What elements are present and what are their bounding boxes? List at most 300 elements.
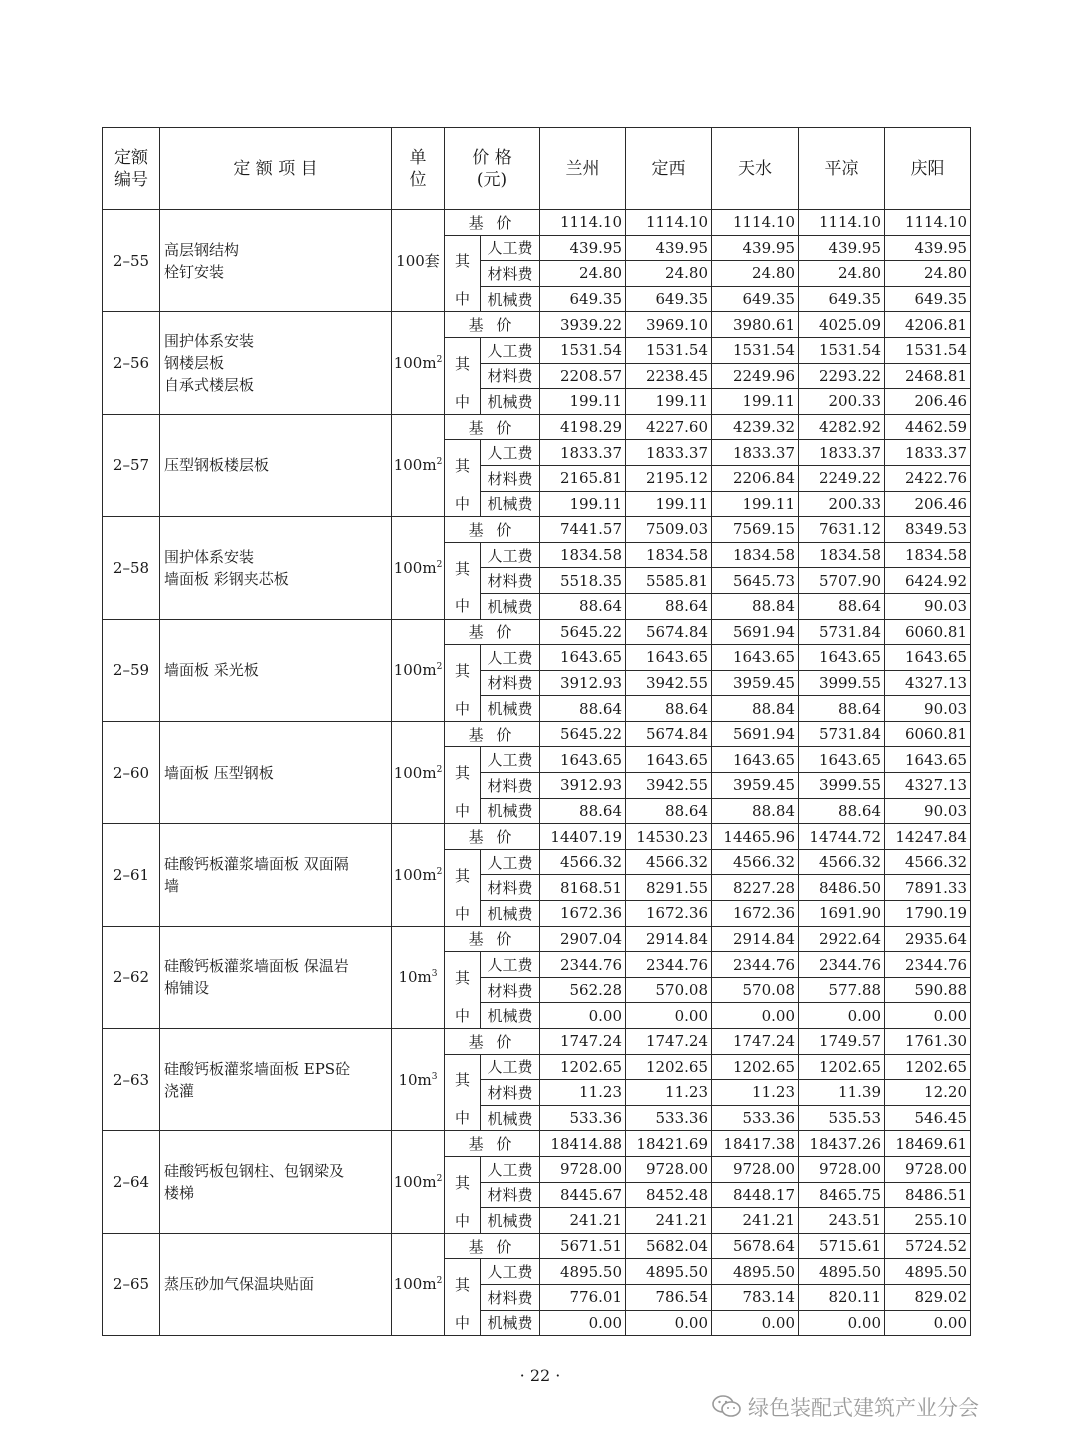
- material-cost-label: 材料费: [481, 568, 540, 594]
- machine-cost-cell: 199.11: [626, 491, 712, 517]
- base-price-cell: 3939.22: [540, 312, 626, 338]
- material-cost-cell: 8448.17: [712, 1182, 799, 1208]
- quota-item-name-line: 围护体系安装: [164, 547, 255, 566]
- labor-cost-label: 人工费: [481, 235, 540, 261]
- quota-item-name-line: 围护体系安装: [164, 332, 255, 351]
- material-cost-cell: 562.28: [540, 977, 626, 1003]
- machine-cost-cell: 199.11: [540, 491, 626, 517]
- quota-code: 2–59: [103, 619, 160, 721]
- quota-unit-base: 100m: [393, 661, 437, 680]
- header-code-line2: 编号: [114, 169, 148, 190]
- labor-cost-cell: 1531.54: [712, 337, 799, 363]
- labor-cost-cell: 4566.32: [799, 849, 885, 875]
- machine-cost-cell: 206.46: [885, 491, 971, 517]
- table-row: [103, 926, 971, 952]
- quota-code: 2–57: [103, 414, 160, 516]
- qizhong-label-top: 其: [445, 1054, 481, 1105]
- material-cost-label: 材料费: [481, 1284, 540, 1310]
- labor-cost-cell: 1643.65: [712, 747, 799, 773]
- material-cost-cell: 24.80: [712, 261, 799, 287]
- base-price-label: 基 价: [445, 312, 540, 338]
- base-price-cell: 7441.57: [540, 517, 626, 543]
- labor-cost-cell: 1202.65: [540, 1054, 626, 1080]
- labor-cost-cell: 9728.00: [712, 1156, 799, 1182]
- machine-cost-cell: 241.21: [626, 1208, 712, 1234]
- labor-cost-cell: 1531.54: [626, 337, 712, 363]
- quota-code: 2–61: [103, 824, 160, 926]
- labor-cost-cell: 1643.65: [626, 747, 712, 773]
- labor-cost-cell: 439.95: [799, 235, 885, 261]
- material-cost-cell: 24.80: [885, 261, 971, 287]
- base-price-label: 基 价: [445, 517, 540, 543]
- table-row: [103, 619, 971, 645]
- machine-cost-cell: 649.35: [799, 286, 885, 312]
- qizhong-label-bottom: 中: [445, 1003, 481, 1029]
- quota-item-name-line: 棉铺设: [164, 979, 210, 998]
- material-cost-cell: 4327.13: [885, 773, 971, 799]
- quota-unit: [392, 414, 445, 516]
- base-price-cell: 6060.81: [885, 721, 971, 747]
- material-cost-cell: 3959.45: [712, 773, 799, 799]
- machine-cost-cell: 0.00: [799, 1310, 885, 1336]
- material-cost-cell: 7891.33: [885, 875, 971, 901]
- machine-cost-cell: 88.64: [540, 593, 626, 619]
- material-cost-label: 材料费: [481, 465, 540, 491]
- quota-unit: [392, 721, 445, 823]
- machine-cost-cell: 1672.36: [712, 901, 799, 927]
- wechat-icon: [712, 1394, 742, 1420]
- quota-unit-exponent: 2: [436, 764, 443, 775]
- material-cost-cell: 786.54: [626, 1284, 712, 1310]
- material-cost-cell: 3912.93: [540, 670, 626, 696]
- quota-unit: [392, 1029, 445, 1131]
- machine-cost-cell: 0.00: [626, 1003, 712, 1029]
- labor-cost-cell: 2344.76: [799, 952, 885, 978]
- labor-cost-cell: 4895.50: [799, 1259, 885, 1285]
- table-row: [103, 1233, 971, 1259]
- table-header-row: [103, 128, 971, 210]
- base-price-cell: 1114.10: [799, 210, 885, 236]
- quota-unit-exponent: 2: [436, 866, 443, 877]
- labor-cost-cell: 1833.37: [885, 440, 971, 466]
- material-cost-cell: 3959.45: [712, 670, 799, 696]
- material-cost-label: 材料费: [481, 1080, 540, 1106]
- material-cost-cell: 829.02: [885, 1284, 971, 1310]
- machine-cost-cell: 0.00: [885, 1003, 971, 1029]
- quota-code: 2–60: [103, 721, 160, 823]
- base-price-cell: 3969.10: [626, 312, 712, 338]
- material-cost-label: 材料费: [481, 977, 540, 1003]
- material-cost-cell: 570.08: [712, 977, 799, 1003]
- labor-cost-cell: 1833.37: [799, 440, 885, 466]
- header-unit-line2: 位: [409, 169, 427, 190]
- machine-cost-label: 机械费: [481, 1208, 540, 1234]
- machine-cost-label: 机械费: [481, 389, 540, 415]
- material-cost-cell: 11.23: [712, 1080, 799, 1106]
- quota-unit-base: 100m: [393, 558, 437, 577]
- machine-cost-cell: 0.00: [712, 1310, 799, 1336]
- material-cost-cell: 3999.55: [799, 773, 885, 799]
- labor-cost-cell: 1834.58: [540, 542, 626, 568]
- quota-unit-base: 100m: [393, 354, 437, 373]
- qizhong-label-top: 其: [445, 849, 481, 900]
- material-cost-cell: 776.01: [540, 1284, 626, 1310]
- base-price-cell: 1114.10: [626, 210, 712, 236]
- watermark: [712, 1392, 979, 1422]
- base-price-cell: 14465.96: [712, 824, 799, 850]
- table-row: [103, 1131, 971, 1157]
- machine-cost-cell: 90.03: [885, 696, 971, 722]
- header-price-line2: (元): [476, 169, 508, 190]
- qizhong-label-bottom: 中: [445, 286, 481, 312]
- machine-cost-cell: 88.64: [540, 798, 626, 824]
- base-price-cell: 1747.24: [712, 1029, 799, 1055]
- quota-code: 2–63: [103, 1029, 160, 1131]
- qizhong-label-top: 其: [445, 337, 481, 388]
- machine-cost-cell: 533.36: [712, 1105, 799, 1131]
- labor-cost-label: 人工费: [481, 645, 540, 671]
- labor-cost-cell: 4895.50: [626, 1259, 712, 1285]
- material-cost-cell: 8168.51: [540, 875, 626, 901]
- qizhong-label-bottom: 中: [445, 901, 481, 927]
- machine-cost-cell: 546.45: [885, 1105, 971, 1131]
- quota-item-name: [160, 312, 392, 414]
- quota-code: 2–62: [103, 926, 160, 1028]
- base-price-cell: 2922.64: [799, 926, 885, 952]
- labor-cost-cell: 1643.65: [885, 747, 971, 773]
- quota-unit-exponent: 2: [436, 662, 443, 673]
- machine-cost-label: 机械费: [481, 798, 540, 824]
- header-code: [103, 128, 160, 210]
- machine-cost-label: 机械费: [481, 491, 540, 517]
- base-price-label: 基 价: [445, 721, 540, 747]
- base-price-cell: 18437.26: [799, 1131, 885, 1157]
- quota-item-name-line: 栓钉安装: [164, 262, 225, 281]
- qizhong-label-bottom: 中: [445, 389, 481, 415]
- quota-item-name: [160, 619, 392, 721]
- base-price-label: 基 价: [445, 1029, 540, 1055]
- material-cost-cell: 2293.22: [799, 363, 885, 389]
- labor-cost-cell: 439.95: [540, 235, 626, 261]
- labor-cost-cell: 1202.65: [799, 1054, 885, 1080]
- base-price-cell: 1749.57: [799, 1029, 885, 1055]
- material-cost-cell: 3942.55: [626, 670, 712, 696]
- quota-unit-exponent: 2: [436, 355, 443, 366]
- base-price-cell: 7509.03: [626, 517, 712, 543]
- base-price-cell: 18421.69: [626, 1131, 712, 1157]
- labor-cost-cell: 1834.58: [799, 542, 885, 568]
- header-unit-line1: 单: [409, 147, 427, 168]
- quota-item-name: [160, 414, 392, 516]
- base-price-cell: 14247.84: [885, 824, 971, 850]
- quota-item-name-line: 硅酸钙板灌浆墙面板 保温岩: [164, 957, 349, 976]
- qizhong-label-bottom: 中: [445, 1105, 481, 1131]
- machine-cost-cell: 0.00: [540, 1003, 626, 1029]
- machine-cost-cell: 88.64: [799, 593, 885, 619]
- base-price-cell: 3980.61: [712, 312, 799, 338]
- base-price-cell: 5682.04: [626, 1233, 712, 1259]
- base-price-cell: 1114.10: [712, 210, 799, 236]
- labor-cost-cell: 4566.32: [626, 849, 712, 875]
- material-cost-label: 材料费: [481, 1182, 540, 1208]
- quota-item-name-line: 硅酸钙板灌浆墙面板 双面隔: [164, 854, 349, 873]
- labor-cost-cell: 9728.00: [799, 1156, 885, 1182]
- base-price-cell: 5691.94: [712, 721, 799, 747]
- labor-cost-cell: 4895.50: [712, 1259, 799, 1285]
- qizhong-label-bottom: 中: [445, 798, 481, 824]
- header-city: 定西: [626, 128, 712, 210]
- labor-cost-cell: 4895.50: [885, 1259, 971, 1285]
- labor-cost-cell: 439.95: [712, 235, 799, 261]
- labor-cost-label: 人工费: [481, 849, 540, 875]
- material-cost-cell: 5707.90: [799, 568, 885, 594]
- material-cost-cell: 8452.48: [626, 1182, 712, 1208]
- machine-cost-cell: 90.03: [885, 798, 971, 824]
- quota-item-name-line: 浇灌: [164, 1081, 195, 1100]
- labor-cost-cell: 1833.37: [540, 440, 626, 466]
- labor-cost-cell: 1202.65: [626, 1054, 712, 1080]
- watermark-text: 绿色装配式建筑产业分会: [748, 1396, 979, 1420]
- base-price-cell: 7569.15: [712, 517, 799, 543]
- machine-cost-cell: 88.64: [799, 798, 885, 824]
- labor-cost-label: 人工费: [481, 1156, 540, 1182]
- base-price-label: 基 价: [445, 1131, 540, 1157]
- page-number: · 22 ·: [519, 1366, 561, 1385]
- machine-cost-cell: 206.46: [885, 389, 971, 415]
- labor-cost-cell: 4566.32: [712, 849, 799, 875]
- base-price-label: 基 价: [445, 824, 540, 850]
- table-body: [103, 210, 971, 1336]
- quota-unit: [392, 619, 445, 721]
- material-cost-label: 材料费: [481, 363, 540, 389]
- labor-cost-label: 人工费: [481, 1054, 540, 1080]
- material-cost-cell: 590.88: [885, 977, 971, 1003]
- labor-cost-cell: 1833.37: [626, 440, 712, 466]
- quota-code: 2–64: [103, 1131, 160, 1233]
- labor-cost-cell: 1643.65: [885, 645, 971, 671]
- machine-cost-label: 机械费: [481, 1105, 540, 1131]
- machine-cost-cell: 1672.36: [540, 901, 626, 927]
- labor-cost-cell: 1643.65: [626, 645, 712, 671]
- quota-unit-base: 100m: [393, 456, 437, 475]
- material-cost-label: 材料费: [481, 875, 540, 901]
- base-price-cell: 2935.64: [885, 926, 971, 952]
- machine-cost-cell: 200.33: [799, 389, 885, 415]
- quota-unit: [392, 1131, 445, 1233]
- labor-cost-cell: 1531.54: [799, 337, 885, 363]
- material-cost-cell: 24.80: [540, 261, 626, 287]
- quota-item-name-line: 蒸压砂加气保温块贴面: [164, 1275, 315, 1294]
- machine-cost-label: 机械费: [481, 1003, 540, 1029]
- base-price-cell: 4239.32: [712, 414, 799, 440]
- table-row: [103, 210, 971, 236]
- quota-unit: [392, 210, 445, 312]
- quota-unit-base: 100m: [393, 763, 437, 782]
- labor-cost-cell: 2344.76: [626, 952, 712, 978]
- material-cost-cell: 2249.96: [712, 363, 799, 389]
- labor-cost-cell: 2344.76: [540, 952, 626, 978]
- material-cost-cell: 24.80: [799, 261, 885, 287]
- base-price-cell: 2914.84: [626, 926, 712, 952]
- quota-code: 2–58: [103, 517, 160, 619]
- machine-cost-cell: 241.21: [712, 1208, 799, 1234]
- qizhong-label-bottom: 中: [445, 491, 481, 517]
- machine-cost-cell: 535.53: [799, 1105, 885, 1131]
- labor-cost-cell: 9728.00: [626, 1156, 712, 1182]
- machine-cost-cell: 1672.36: [626, 901, 712, 927]
- labor-cost-label: 人工费: [481, 337, 540, 363]
- material-cost-cell: 783.14: [712, 1284, 799, 1310]
- labor-cost-label: 人工费: [481, 1259, 540, 1285]
- quota-unit-exponent: 2: [436, 457, 443, 468]
- quota-item-name: [160, 1029, 392, 1131]
- quota-item-name: [160, 517, 392, 619]
- machine-cost-cell: 199.11: [626, 389, 712, 415]
- quota-item-name-line: 高层钢结构: [164, 240, 240, 259]
- machine-cost-cell: 649.35: [885, 286, 971, 312]
- material-cost-cell: 8291.55: [626, 875, 712, 901]
- base-price-cell: 8349.53: [885, 517, 971, 543]
- base-price-cell: 5645.22: [540, 721, 626, 747]
- machine-cost-cell: 0.00: [885, 1310, 971, 1336]
- qizhong-label-top: 其: [445, 440, 481, 491]
- material-cost-cell: 11.23: [626, 1080, 712, 1106]
- header-city: 平凉: [799, 128, 885, 210]
- quota-item-name-line: 硅酸钙板包钢柱、包钢梁及: [164, 1162, 345, 1181]
- labor-cost-cell: 1833.37: [712, 440, 799, 466]
- labor-cost-cell: 1531.54: [885, 337, 971, 363]
- quota-item-name-line: 钢楼层板: [164, 354, 225, 373]
- quota-unit-base: 100套: [396, 252, 440, 271]
- quota-unit-base: 100m: [393, 1275, 437, 1294]
- labor-cost-cell: 1834.58: [626, 542, 712, 568]
- base-price-label: 基 价: [445, 926, 540, 952]
- material-cost-label: 材料费: [481, 261, 540, 287]
- machine-cost-cell: 0.00: [540, 1310, 626, 1336]
- machine-cost-cell: 1790.19: [885, 901, 971, 927]
- base-price-cell: 18417.38: [712, 1131, 799, 1157]
- machine-cost-cell: 241.21: [540, 1208, 626, 1234]
- base-price-label: 基 价: [445, 414, 540, 440]
- machine-cost-cell: 649.35: [626, 286, 712, 312]
- machine-cost-cell: 255.10: [885, 1208, 971, 1234]
- material-cost-cell: 577.88: [799, 977, 885, 1003]
- header-city: 天水: [712, 128, 799, 210]
- table-row: [103, 414, 971, 440]
- quota-unit-base: 10m: [398, 968, 432, 987]
- machine-cost-cell: 0.00: [712, 1003, 799, 1029]
- labor-cost-cell: 1834.58: [885, 542, 971, 568]
- material-cost-label: 材料费: [481, 773, 540, 799]
- base-price-label: 基 价: [445, 1233, 540, 1259]
- labor-cost-cell: 1531.54: [540, 337, 626, 363]
- material-cost-cell: 2468.81: [885, 363, 971, 389]
- header-price: [445, 128, 540, 210]
- machine-cost-cell: 243.51: [799, 1208, 885, 1234]
- qizhong-label-top: 其: [445, 747, 481, 798]
- material-cost-cell: 6424.92: [885, 568, 971, 594]
- quota-unit-exponent: 3: [431, 1071, 438, 1082]
- header-code-line1: 定额: [114, 147, 148, 168]
- material-cost-cell: 12.20: [885, 1080, 971, 1106]
- material-cost-cell: 2165.81: [540, 465, 626, 491]
- machine-cost-label: 机械费: [481, 696, 540, 722]
- material-cost-cell: 3912.93: [540, 773, 626, 799]
- material-cost-cell: 2208.57: [540, 363, 626, 389]
- quota-item-name-line: 墙面板 彩钢夹芯板: [164, 569, 289, 588]
- machine-cost-cell: 0.00: [626, 1310, 712, 1336]
- quota-unit-base: 10m: [398, 1070, 432, 1089]
- labor-cost-cell: 2344.76: [885, 952, 971, 978]
- material-cost-cell: 8227.28: [712, 875, 799, 901]
- material-cost-cell: 24.80: [626, 261, 712, 287]
- base-price-cell: 14744.72: [799, 824, 885, 850]
- labor-cost-cell: 1643.65: [540, 645, 626, 671]
- quota-item-name: [160, 824, 392, 926]
- base-price-cell: 1747.24: [540, 1029, 626, 1055]
- quota-unit-exponent: 2: [436, 559, 443, 570]
- labor-cost-cell: 1202.65: [712, 1054, 799, 1080]
- header-unit: [392, 128, 445, 210]
- base-price-cell: 18469.61: [885, 1131, 971, 1157]
- machine-cost-cell: 199.11: [540, 389, 626, 415]
- quota-item-name-line: 自承式楼层板: [164, 376, 255, 395]
- quota-item-name: [160, 721, 392, 823]
- base-price-label: 基 价: [445, 619, 540, 645]
- quota-unit-base: 100m: [393, 1173, 437, 1192]
- machine-cost-cell: 88.84: [712, 798, 799, 824]
- header-price-line1: 价 格: [472, 147, 512, 168]
- machine-cost-cell: 199.11: [712, 389, 799, 415]
- quota-item-name-line: 楼梯: [164, 1184, 195, 1203]
- quota-item-name: [160, 926, 392, 1028]
- labor-cost-cell: 439.95: [885, 235, 971, 261]
- machine-cost-cell: 88.64: [540, 696, 626, 722]
- labor-cost-cell: 1643.65: [799, 645, 885, 671]
- header-city: 兰州: [540, 128, 626, 210]
- material-cost-cell: 3999.55: [799, 670, 885, 696]
- labor-cost-cell: 4566.32: [540, 849, 626, 875]
- machine-cost-cell: 649.35: [712, 286, 799, 312]
- material-cost-cell: 8486.50: [799, 875, 885, 901]
- header-city: 庆阳: [885, 128, 971, 210]
- machine-cost-cell: 88.64: [799, 696, 885, 722]
- base-price-cell: 4227.60: [626, 414, 712, 440]
- base-price-cell: 2914.84: [712, 926, 799, 952]
- material-cost-cell: 2422.76: [885, 465, 971, 491]
- labor-cost-label: 人工费: [481, 440, 540, 466]
- material-cost-cell: 8486.51: [885, 1182, 971, 1208]
- quota-unit-base: 100m: [393, 865, 437, 884]
- qizhong-label-top: 其: [445, 952, 481, 1003]
- quota-unit: [392, 517, 445, 619]
- quota-item-name: [160, 210, 392, 312]
- base-price-cell: 14530.23: [626, 824, 712, 850]
- quota-unit: [392, 824, 445, 926]
- labor-cost-cell: 1834.58: [712, 542, 799, 568]
- material-cost-cell: 2249.22: [799, 465, 885, 491]
- quota-item-name: [160, 1233, 392, 1335]
- machine-cost-cell: 88.64: [626, 798, 712, 824]
- qizhong-label-top: 其: [445, 235, 481, 286]
- material-cost-cell: 5645.73: [712, 568, 799, 594]
- base-price-cell: 14407.19: [540, 824, 626, 850]
- base-price-cell: 4206.81: [885, 312, 971, 338]
- base-price-cell: 5731.84: [799, 721, 885, 747]
- labor-cost-label: 人工费: [481, 542, 540, 568]
- labor-cost-label: 人工费: [481, 747, 540, 773]
- base-price-cell: 2907.04: [540, 926, 626, 952]
